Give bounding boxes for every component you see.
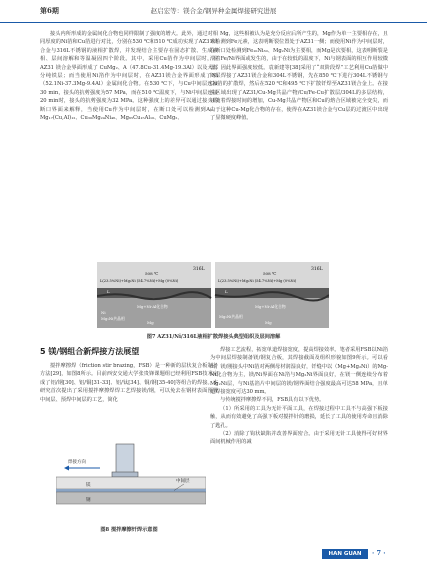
section-5-title: 5 镁/钢组合新焊接方法展望 [40,347,140,356]
left-column-bottom [40,362,218,404]
fig7a-ni-label: Ni [101,310,106,315]
fig8-direction-label: 焊接方向 [68,460,86,465]
left-column-top [40,30,218,122]
paragraph: 焊接工艺流程，拓宽单道焊接宽度，提高焊接效率。笔者采用FSB以Ni箔为中间层焊接制备镁/钢复合板，其焊接截面及组织形貌如图9所示。可以看出，镁/刚接头中Ni箔对两侧母材润湿良好，钎缝中以（Mg+Mg₂Ni）的Mg-Ni化合物为主，镁/Ni界面在Ni箔与Mg₂Ni界面良好，在镁一侧连续分布着Mg₂Ni层，与Ni基箔片中间层的镁/钢界面结合强度最高可达58 MPa，且单道焊接宽度可达30 mm。 [210,347,388,396]
figure-7-caption: 图7 AZ31/Ni/316L液相扩散焊接头典型组织及层间溶解 [146,334,281,340]
fig7b-bottom-label: Mg [265,320,272,325]
fig7b-composition: L(23.5%Ni)+Mg₂Ni (54.7%Ni)+Mg (0%Ni) [218,279,297,283]
paragraph: 接头内所形成的金属间化合物也同样限制了强度的增大。此外，通过对相同厚度的Ni箔和Cu箔进行对比，分别在530 ℃和510 ℃成功实现了AZ31镁合金与316L不锈钢的液相扩散焊，并发现结合主要存在固态扩散、生成液相、层间溶解和等温凝固四个阶段。其中，采用Cu箔作为中间层时，在 AZ31 镁合金界面形成了 CuMg₂、A（47.8Cu-31.4Mg-19.3Al）以及大部分纯铁层；而当使用Ni箔作为中间层时，在AZ31镁合金界面形成了Ni（52.1Ni-37.3Mg-9.4Al）金属间化合物。在530 ℃下，与Cu中间层连接30 min，接头的抗剪强度为57 MPa，而在510 ℃温度下，与Ni中间层连接20 min时，接头的抗剪强度为32 MPa。这种强度上的差异可以通过接头的断口界面来解释，当使用Cu作为中间层时，在断口处可以检测到A₁、Mg₁₇(Cu,Al)₁₂、Cu₃₀Mg₂₄Ni₄₆、Mg₆₅Cu₁₅Al₁₀、CuMg₂、 [40,31,218,122]
fig7b-top-label: 316L [311,267,323,272]
fig7b-phase-l: L [225,289,228,294]
running-title: 赵启宏等：镁合金/钢异种金属焊接研究进展 [150,7,277,15]
paragraph: 与传统搅拌摩擦焊不同，FSB具有以下优势。 [220,397,325,404]
fig7a-bottom-label: Mg [147,320,154,325]
journal-brand: HAN GUAN [322,549,368,559]
figure-8 [56,442,206,522]
page-header [0,0,427,23]
fig8-bottom-plate-label: 钢 [86,498,91,503]
issue-number: 第6期 [40,6,59,15]
figure-8-diagram [56,442,206,522]
fig7b-phase-2: Mg+Ni-Al化合物 [255,304,286,309]
figure-7 [97,262,329,328]
figure-7-micrographs [97,262,329,328]
fig7a-temp: 508 ℃ [145,271,159,276]
fig8-mid-layer-label: 中间层 [176,479,190,484]
paragraph: 搅拌摩擦焊（friction stir brazing，FSB）是一种新的层状复合板制备方法[29]，如图8所示。目前西安交通大学张贵锋课题组已经利用FSB技术完成了铝/钢[30]、铝/铜[31-33]、铝/钛[34]、铜/钢[35-40]等组合的焊接。本研究首次提出了采用搅拌摩擦焊焊工艺焊接镁/钢，可以免去在钢材表面预置中间层、预焊中间层的工艺，简化 [40,363,218,403]
right-column-bottom [210,346,388,447]
paragraph: （1）所采用的工具为无针平面工具，在焊接过程中工具不与高强下板接触，从而有效避免了高强下板对搅拌针的磨损，延长了工具的使用寿命且消除了匙孔。 [210,405,388,429]
paragraph: （2）消除了钩状缺陷并改善界面密合。由于采用无针工具使得可好材界面间机械作用的减 [210,431,388,446]
fig7b-eutectic-label: Mg₂Ni共晶相 [219,314,243,319]
fig7a-eutectic-label: Mg₂Ni共晶相 [101,316,125,321]
fig7a-phase-2: Mg+Ni-Al化合物 [137,304,168,309]
page-number: · 7 · [372,549,386,557]
fig7b-temp: 508 ℃ [263,271,277,276]
fig7a-top-label: 316L [193,267,205,272]
fig7a-phase-l: L [107,289,110,294]
fig8-top-plate-label: 镁 [86,483,91,488]
figure-8-caption: 图8 搅拌摩擦钎焊示意图 [100,527,158,533]
right-column-top [210,30,388,122]
paragraph: Mg，这些相被认为是充分反应后所产生的，Mg作为单一主要相存在，且未检测到Fe元素，这表明断裂位置处于AZ31一侧；而使用Ni作为中间层时，在断口处检测到Fe₁₀Ni₃₀、Mg₂Ni为主要相，而Mg是次要相，这表明断裂是沿着Fe/Ni界面或发生的，由于在较低的温度下，Ni与钢表面的相互作用较微弱，因此界面强度较低。袁新建等[38]采用了“双阶段焊”工艺利用Cu箔做中间层焊接了AZ31镁合金和304L不锈钢，先在850 ℃下进行304L不锈钢与Cu箔的扩散焊，然后在520 ℃和495 ℃下扩散钎焊至AZ31镁合金上。在接头区域出现了AZ31/Cu-Mg共晶产物/Cu/Fe-Cu扩散层/304L的多层结构，且随着焊接时间的增加，Cu-Mg共晶产物区和Cu的熔合区域被完全变尖，而由于这种Cu-Mg化合物的存在，使得在AZ31镁合金与Cu层的过渡区中出现了显微硬度峰值。 [210,31,388,122]
fig7a-composition: L(23.5%Ni)+Mg₂Ni (54.7%Ni)+Mg (0%Ni) [100,279,179,283]
